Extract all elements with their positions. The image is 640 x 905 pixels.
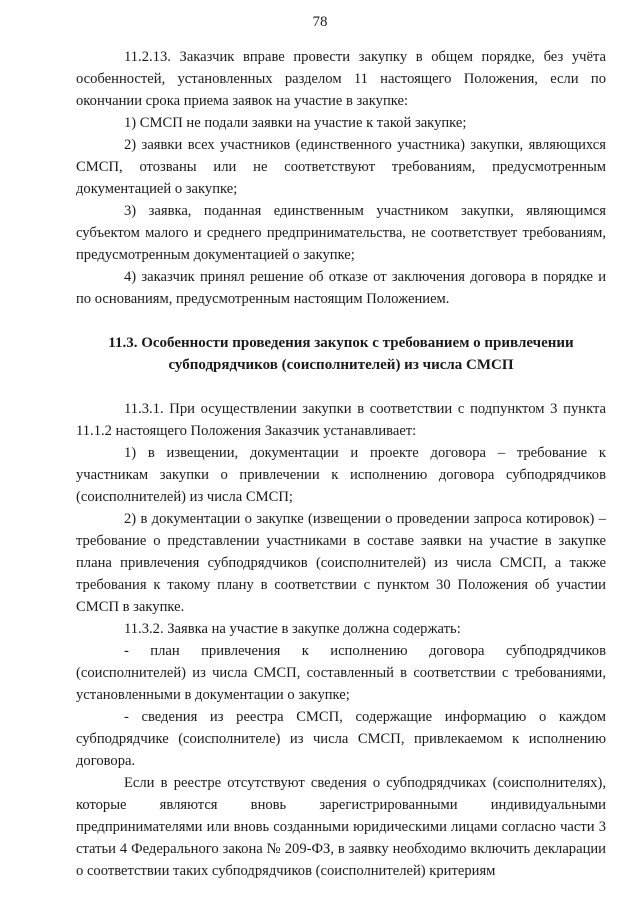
clause-item-3: 3) заявка, поданная единственным участником закупки, являющимся субъектом малого и среднего предпринимательства, не соответствует требованиям, предусмотренным документацией о закупке; bbox=[76, 203, 606, 263]
clause-item-4: 4) заказчик принял решение об отказе от заключения договора в порядке и по основаниям, предусмотренным настоящим Положением. bbox=[76, 269, 606, 307]
document-body bbox=[76, 46, 606, 882]
clause-item-2: 2) заявки всех участников (единственного участника) закупки, являющихся СМСП, отозваны или не соответствуют требованиям, предусмотренным документацией о закупке; bbox=[76, 137, 606, 197]
section-heading-11-3: 11.3. Особенности проведения закупок с требованием о привлечении субподрядчиков (соисполнителей) из числа СМСП bbox=[108, 335, 574, 373]
clause-11-2-13: 11.2.13. Заказчик вправе провести закупку в общем порядке, без учёта особенностей, установленных разделом 11 настоящего Положения, если по окончании срока приема заявок на участие в закупке: bbox=[76, 49, 606, 109]
clause-11-3-1-item-2: 2) в документации о закупке (извещении о проведении запроса котировок) – требование о представлении участниками в составе заявки на участие в закупке плана привлечения субподрядчиков (соисполнителей) из числа СМСП, а также требования к такому плану в соответствии с пунктом 30 Положения об участии СМСП в закупке. bbox=[76, 511, 606, 615]
clause-11-3-2-bullet-1: - план привлечения к исполнению договора субподрядчиков (соисполнителей) из числа СМСП, составленный в соответствии с требованиями, установленными в документации о закупке; bbox=[76, 643, 606, 703]
clause-item-1: 1) СМСП не подали заявки на участие к такой закупке; bbox=[124, 115, 467, 131]
clause-11-3-2-note: Если в реестре отсутствуют сведения о субподрядчиках (соисполнителях), которые являются вновь зарегистрированными индивидуальными предпринимателями или вновь созданными юридическими лицами согласно части 3 статьи 4 Федерального закона № 209-ФЗ, в заявку необходимо включить декларации о соответствии таких субподрядчиков (соисполнителей) критериям bbox=[76, 775, 606, 879]
clause-11-3-2: 11.3.2. Заявка на участие в закупке должна содержать: bbox=[124, 621, 461, 637]
clause-11-3-2-bullet-2: - сведения из реестра СМСП, содержащие информацию о каждом субподрядчике (соисполнителе) из числа СМСП, привлекаемом к исполнению договора. bbox=[76, 709, 606, 769]
clause-11-3-1-item-1: 1) в извещении, документации и проекте договора – требование к участникам закупки о привлечении к исполнению договора субподрядчиков (соисполнителей) из числа СМСП; bbox=[76, 445, 606, 505]
page-number: 78 bbox=[312, 14, 328, 30]
clause-11-3-1: 11.3.1. При осуществлении закупки в соответствии с подпунктом 3 пункта 11.1.2 настоящего Положения Заказчик устанавливает: bbox=[76, 401, 606, 439]
